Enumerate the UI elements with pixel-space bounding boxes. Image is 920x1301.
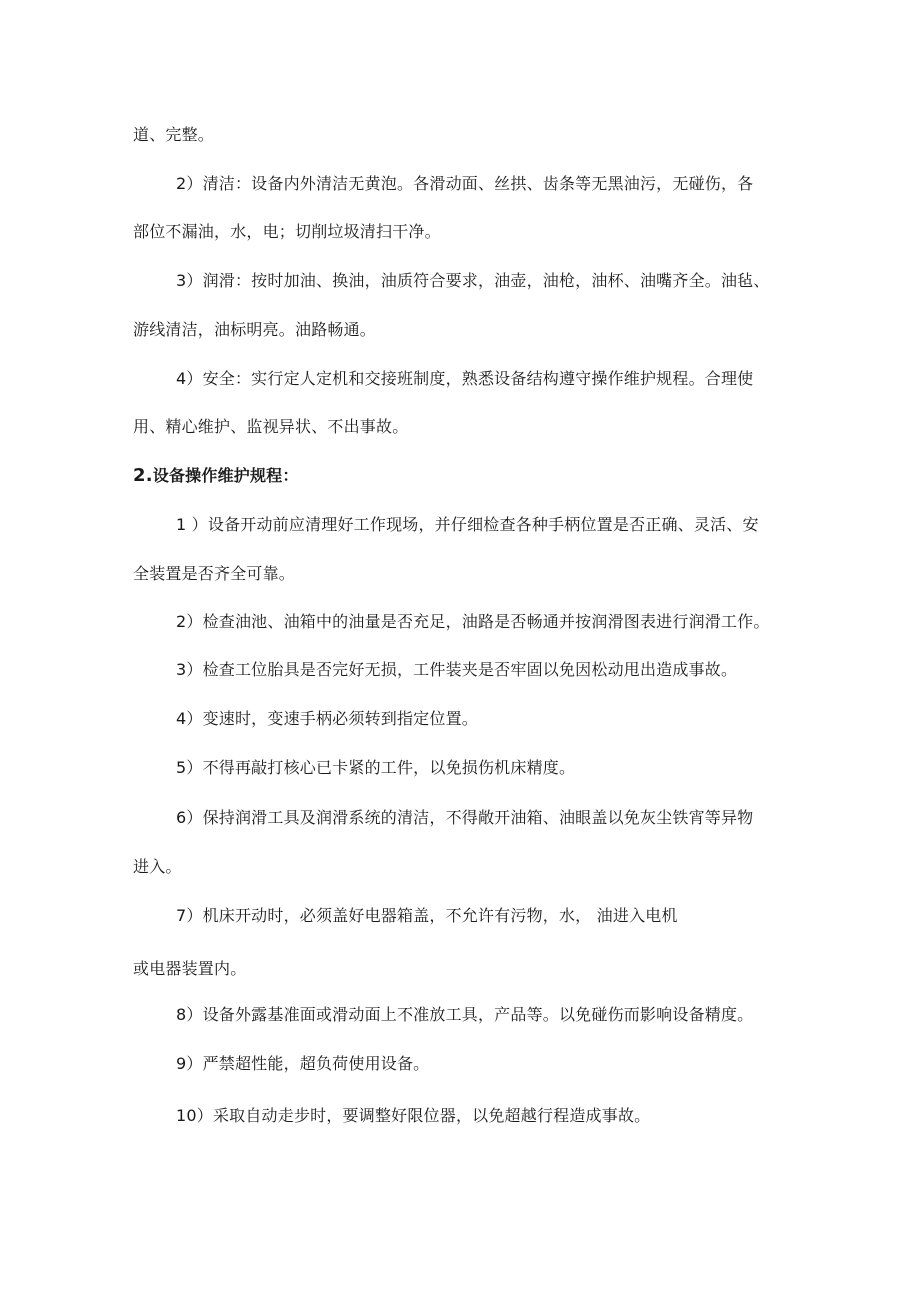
paragraph-line: 道、完整。 — [133, 125, 215, 144]
paragraph-line: 4）变速时，变速手柄必须转到指定位置。 — [176, 709, 478, 728]
paragraph-line: 游线清洁，油标明亮。油路畅通。 — [133, 320, 377, 339]
section-heading-number: 2. — [133, 465, 153, 486]
paragraph-line: 1 ）设备开动前应清理好工作现场，并仔细检查各种手柄位置是否正确、灵活、安 — [176, 515, 759, 534]
paragraph-line: 8）设备外露基准面或滑动面上不准放工具，产品等。以免碰伤而影响设备精度。 — [176, 1005, 754, 1024]
paragraph-line: 或电器装置内。 — [133, 959, 247, 978]
paragraph-line: 进入。 — [133, 857, 182, 876]
paragraph-line: 2）清洁：设备内外清洁无黄泡。各滑动面、丝拱、齿条等无黑油污，无碰伤，各 — [176, 174, 754, 193]
paragraph-line: 6）保持润滑工具及润滑系统的清洁，不得敞开油箱、油眼盖以免灰尘铁宵等异物 — [176, 808, 754, 827]
paragraph-line: 3）润滑：按时加油、换油，油质符合要求，油壶，油枪，油杯、油嘴齐全。油毡、 — [176, 271, 770, 290]
paragraph-line: 全装置是否齐全可靠。 — [133, 564, 296, 583]
paragraph-line: 7）机床开动时，必须盖好电器箱盖，不允许有污物，水， 油进入电机 — [176, 906, 678, 925]
paragraph-line: 4）安全：实行定人定机和交接班制度，熟悉设备结构遵守操作维护规程。合理使 — [176, 369, 754, 388]
section-heading — [133, 465, 299, 487]
paragraph-line: 3）检查工位胎具是否完好无损，工件装夹是否牢固以免因松动甩出造成事故。 — [176, 660, 738, 679]
paragraph-line: 10）采取自动走步时，要调整好限位器，以免超越行程造成事故。 — [176, 1106, 651, 1125]
paragraph-line: 2）检查油池、油箱中的油量是否充足，油路是否畅通并按润滑图表进行润滑工作。 — [176, 612, 770, 631]
paragraph-line: 9）严禁超性能，超负荷使用设备。 — [176, 1054, 430, 1073]
section-heading-text: 设备操作维护规程： — [152, 466, 299, 485]
paragraph-line: 用、精心维护、监视异状、不出事故。 — [133, 417, 409, 436]
paragraph-line: 部位不漏油，水，电；切削垃圾清扫干净。 — [133, 222, 441, 241]
paragraph-line: 5）不得再敲打核心已卡紧的工件，以免损伤机床精度。 — [176, 758, 576, 777]
